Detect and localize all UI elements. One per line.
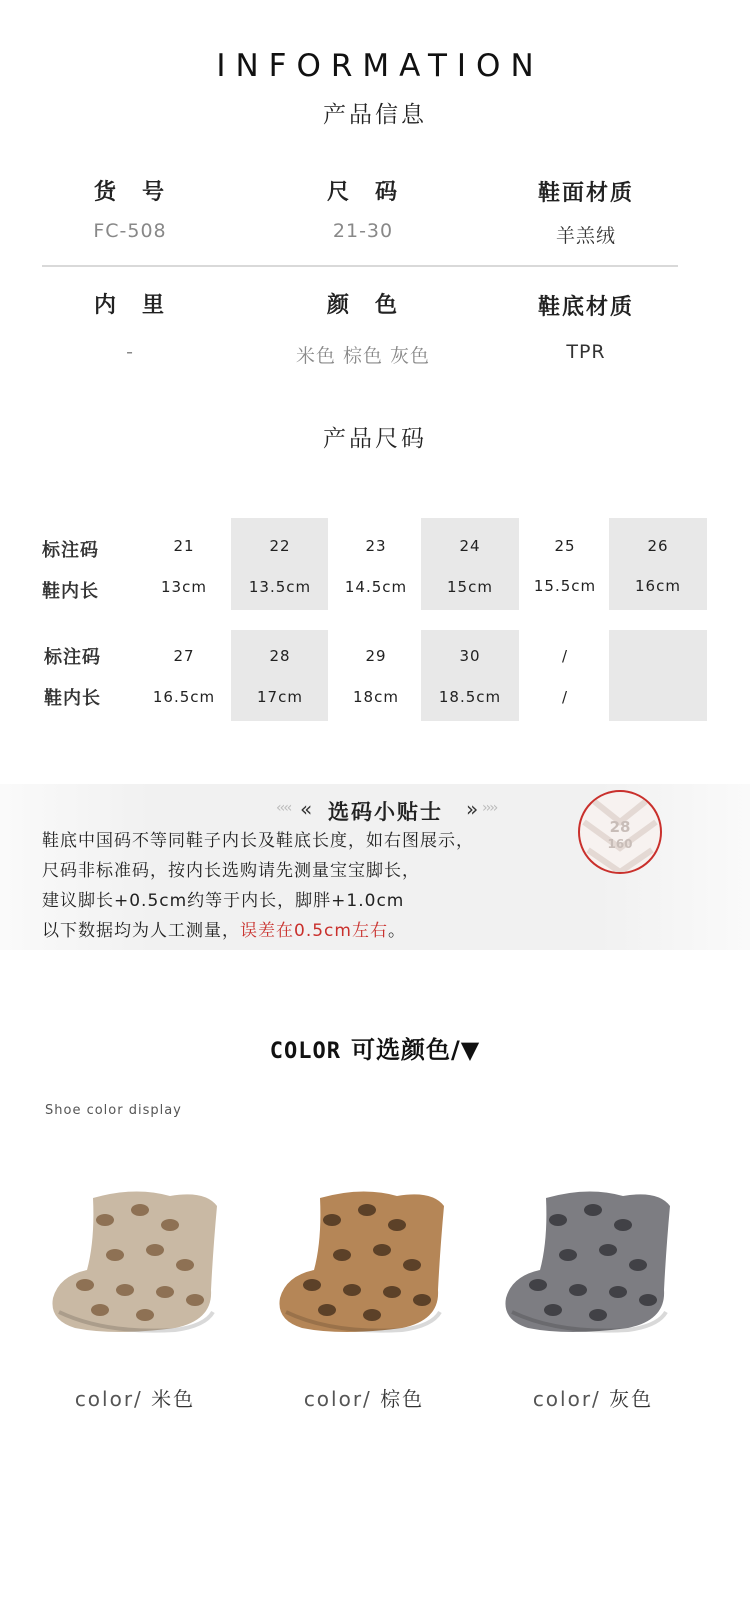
info-value: FC-508: [93, 220, 167, 242]
leopard-spot: [176, 1259, 194, 1271]
color-caption-brown: [254, 1383, 474, 1412]
size-code: 25: [554, 537, 576, 555]
shaded-column: [421, 630, 519, 721]
leopard-spot: [318, 1304, 336, 1316]
info-label: 颜 色: [326, 293, 399, 318]
info-value: 21-30: [332, 220, 394, 242]
color-name: 米色: [151, 1387, 196, 1411]
size-code: 27: [173, 647, 195, 665]
color-heading-cn: 可选颜色/▼: [351, 1036, 481, 1064]
size-code: 23: [365, 537, 387, 555]
inner-length: 16.5cm: [152, 688, 216, 706]
leopard-spot: [559, 1249, 577, 1261]
leopard-spot: [156, 1286, 174, 1298]
inner-length: 15cm: [447, 578, 493, 596]
info-label: 尺 码: [326, 180, 399, 205]
info-item-sku: [20, 175, 240, 242]
leopard-spot: [549, 1214, 567, 1226]
leopard-spot: [146, 1244, 164, 1256]
info-value: -: [126, 341, 134, 363]
shaded-column: [231, 630, 328, 721]
boot-image-gray: [498, 1180, 678, 1340]
sole-size-badge: [578, 790, 662, 874]
badge-size: 28: [609, 818, 631, 836]
leopard-spot: [569, 1284, 587, 1296]
info-item-color: [253, 288, 473, 368]
leopard-spot: [413, 1294, 431, 1306]
info-item-sole: [476, 290, 696, 363]
inner-length: 14.5cm: [344, 578, 408, 596]
info-item-size: [253, 175, 473, 242]
leopard-spot: [544, 1304, 562, 1316]
leopard-spot: [584, 1204, 602, 1216]
leopard-spot: [629, 1259, 647, 1271]
leopard-spot: [343, 1284, 361, 1296]
shaded-column: [609, 630, 707, 721]
tips-right-chevron-icon: »: [466, 797, 479, 821]
color-prefix: color/: [532, 1387, 601, 1411]
row-label-length: 鞋内长: [42, 581, 99, 602]
boot-image-brown: [272, 1180, 452, 1340]
boot-image-beige: [45, 1180, 225, 1340]
inner-length: 17cm: [257, 688, 303, 706]
leopard-spot: [363, 1309, 381, 1321]
badge-length: 160: [607, 837, 633, 851]
tips-line: 建议脚长+0.5cm约等于内长，脚胖+1.0cm: [42, 891, 405, 911]
leopard-spot: [614, 1219, 632, 1231]
size-code: /: [561, 647, 569, 665]
leopard-spot: [76, 1279, 94, 1291]
leopard-spot: [91, 1304, 109, 1316]
shaded-column: [231, 518, 328, 610]
color-heading: [0, 1030, 750, 1065]
color-heading-en: COLOR: [269, 1039, 341, 1064]
leopard-spot: [388, 1219, 406, 1231]
leopard-spot: [186, 1294, 204, 1306]
leopard-spot: [106, 1249, 124, 1261]
info-value: 米色 棕色 灰色: [295, 345, 431, 367]
info-label: 鞋底材质: [537, 295, 634, 320]
size-chart-title: 产品尺码: [323, 426, 427, 452]
color-prefix: color/: [303, 1387, 372, 1411]
leopard-spot: [116, 1284, 134, 1296]
color-prefix: color/: [74, 1387, 143, 1411]
info-subtitle: 产品信息: [323, 102, 427, 128]
shaded-column: [609, 518, 707, 610]
leopard-spot: [303, 1279, 321, 1291]
leopard-spot: [383, 1286, 401, 1298]
tips-text: 以下数据均为人工测量，: [42, 921, 240, 941]
leopard-spot: [358, 1204, 376, 1216]
info-divider: [42, 265, 678, 267]
leopard-spot: [609, 1286, 627, 1298]
info-label: 内 里: [93, 293, 166, 318]
leopard-spot: [639, 1294, 657, 1306]
tips-left-chevron-icon: «: [300, 797, 313, 821]
leopard-spot: [323, 1214, 341, 1226]
color-name: 灰色: [609, 1387, 654, 1411]
inner-length: 18.5cm: [438, 688, 502, 706]
leopard-spot: [96, 1214, 114, 1226]
inner-length: /: [561, 688, 569, 706]
shoe-color-display-label: Shoe color display: [45, 1103, 182, 1118]
size-code: 22: [269, 537, 291, 555]
info-title: INFORMATION: [216, 48, 544, 84]
info-value: 羊羔绒: [555, 225, 616, 247]
row-label-code: 标注码: [44, 647, 101, 668]
size-code: 24: [459, 537, 481, 555]
tips-left-arrows-icon: ‹‹‹‹: [276, 800, 291, 816]
row-label-code: 标注码: [42, 540, 99, 561]
color-caption-beige: [25, 1383, 245, 1412]
info-value: TPR: [566, 341, 606, 363]
leopard-spot: [599, 1244, 617, 1256]
size-code: 28: [269, 647, 291, 665]
color-name: 棕色: [380, 1387, 425, 1411]
leopard-spot: [161, 1219, 179, 1231]
tips-line: 尺码非标准码，按内长选购请先测量宝宝脚长，: [42, 861, 420, 881]
inner-length: 16cm: [635, 577, 681, 595]
info-label: 鞋面材质: [537, 181, 634, 206]
tips-right-arrows-icon: ››››: [482, 800, 497, 816]
info-item-upper: [476, 176, 696, 248]
leopard-spot: [529, 1279, 547, 1291]
tips-line: 鞋底中国码不等同鞋子内长及鞋底长度，如右图展示，: [42, 831, 474, 851]
tips-text: 。: [387, 921, 406, 941]
tips-error-note: 误差在0.5cm左右: [240, 921, 388, 941]
size-code: 30: [459, 647, 481, 665]
tips-line-4: [42, 916, 406, 941]
leopard-spot: [136, 1309, 154, 1321]
row-label-length: 鞋内长: [44, 688, 101, 709]
leopard-spot: [589, 1309, 607, 1321]
tips-title: 选码小贴士: [328, 800, 443, 824]
shaded-column: [421, 518, 519, 610]
size-code: 26: [647, 537, 669, 555]
leopard-spot: [131, 1204, 149, 1216]
color-caption-gray: [483, 1383, 703, 1412]
leopard-spot: [373, 1244, 391, 1256]
size-code: 21: [173, 537, 195, 555]
inner-length: 13.5cm: [248, 578, 312, 596]
size-code: 29: [365, 647, 387, 665]
inner-length: 13cm: [161, 578, 207, 596]
inner-length: 15.5cm: [533, 577, 597, 595]
info-label: 货 号: [93, 180, 166, 205]
leopard-spot: [333, 1249, 351, 1261]
info-item-lining: [20, 288, 240, 363]
inner-length: 18cm: [353, 688, 399, 706]
leopard-spot: [403, 1259, 421, 1271]
